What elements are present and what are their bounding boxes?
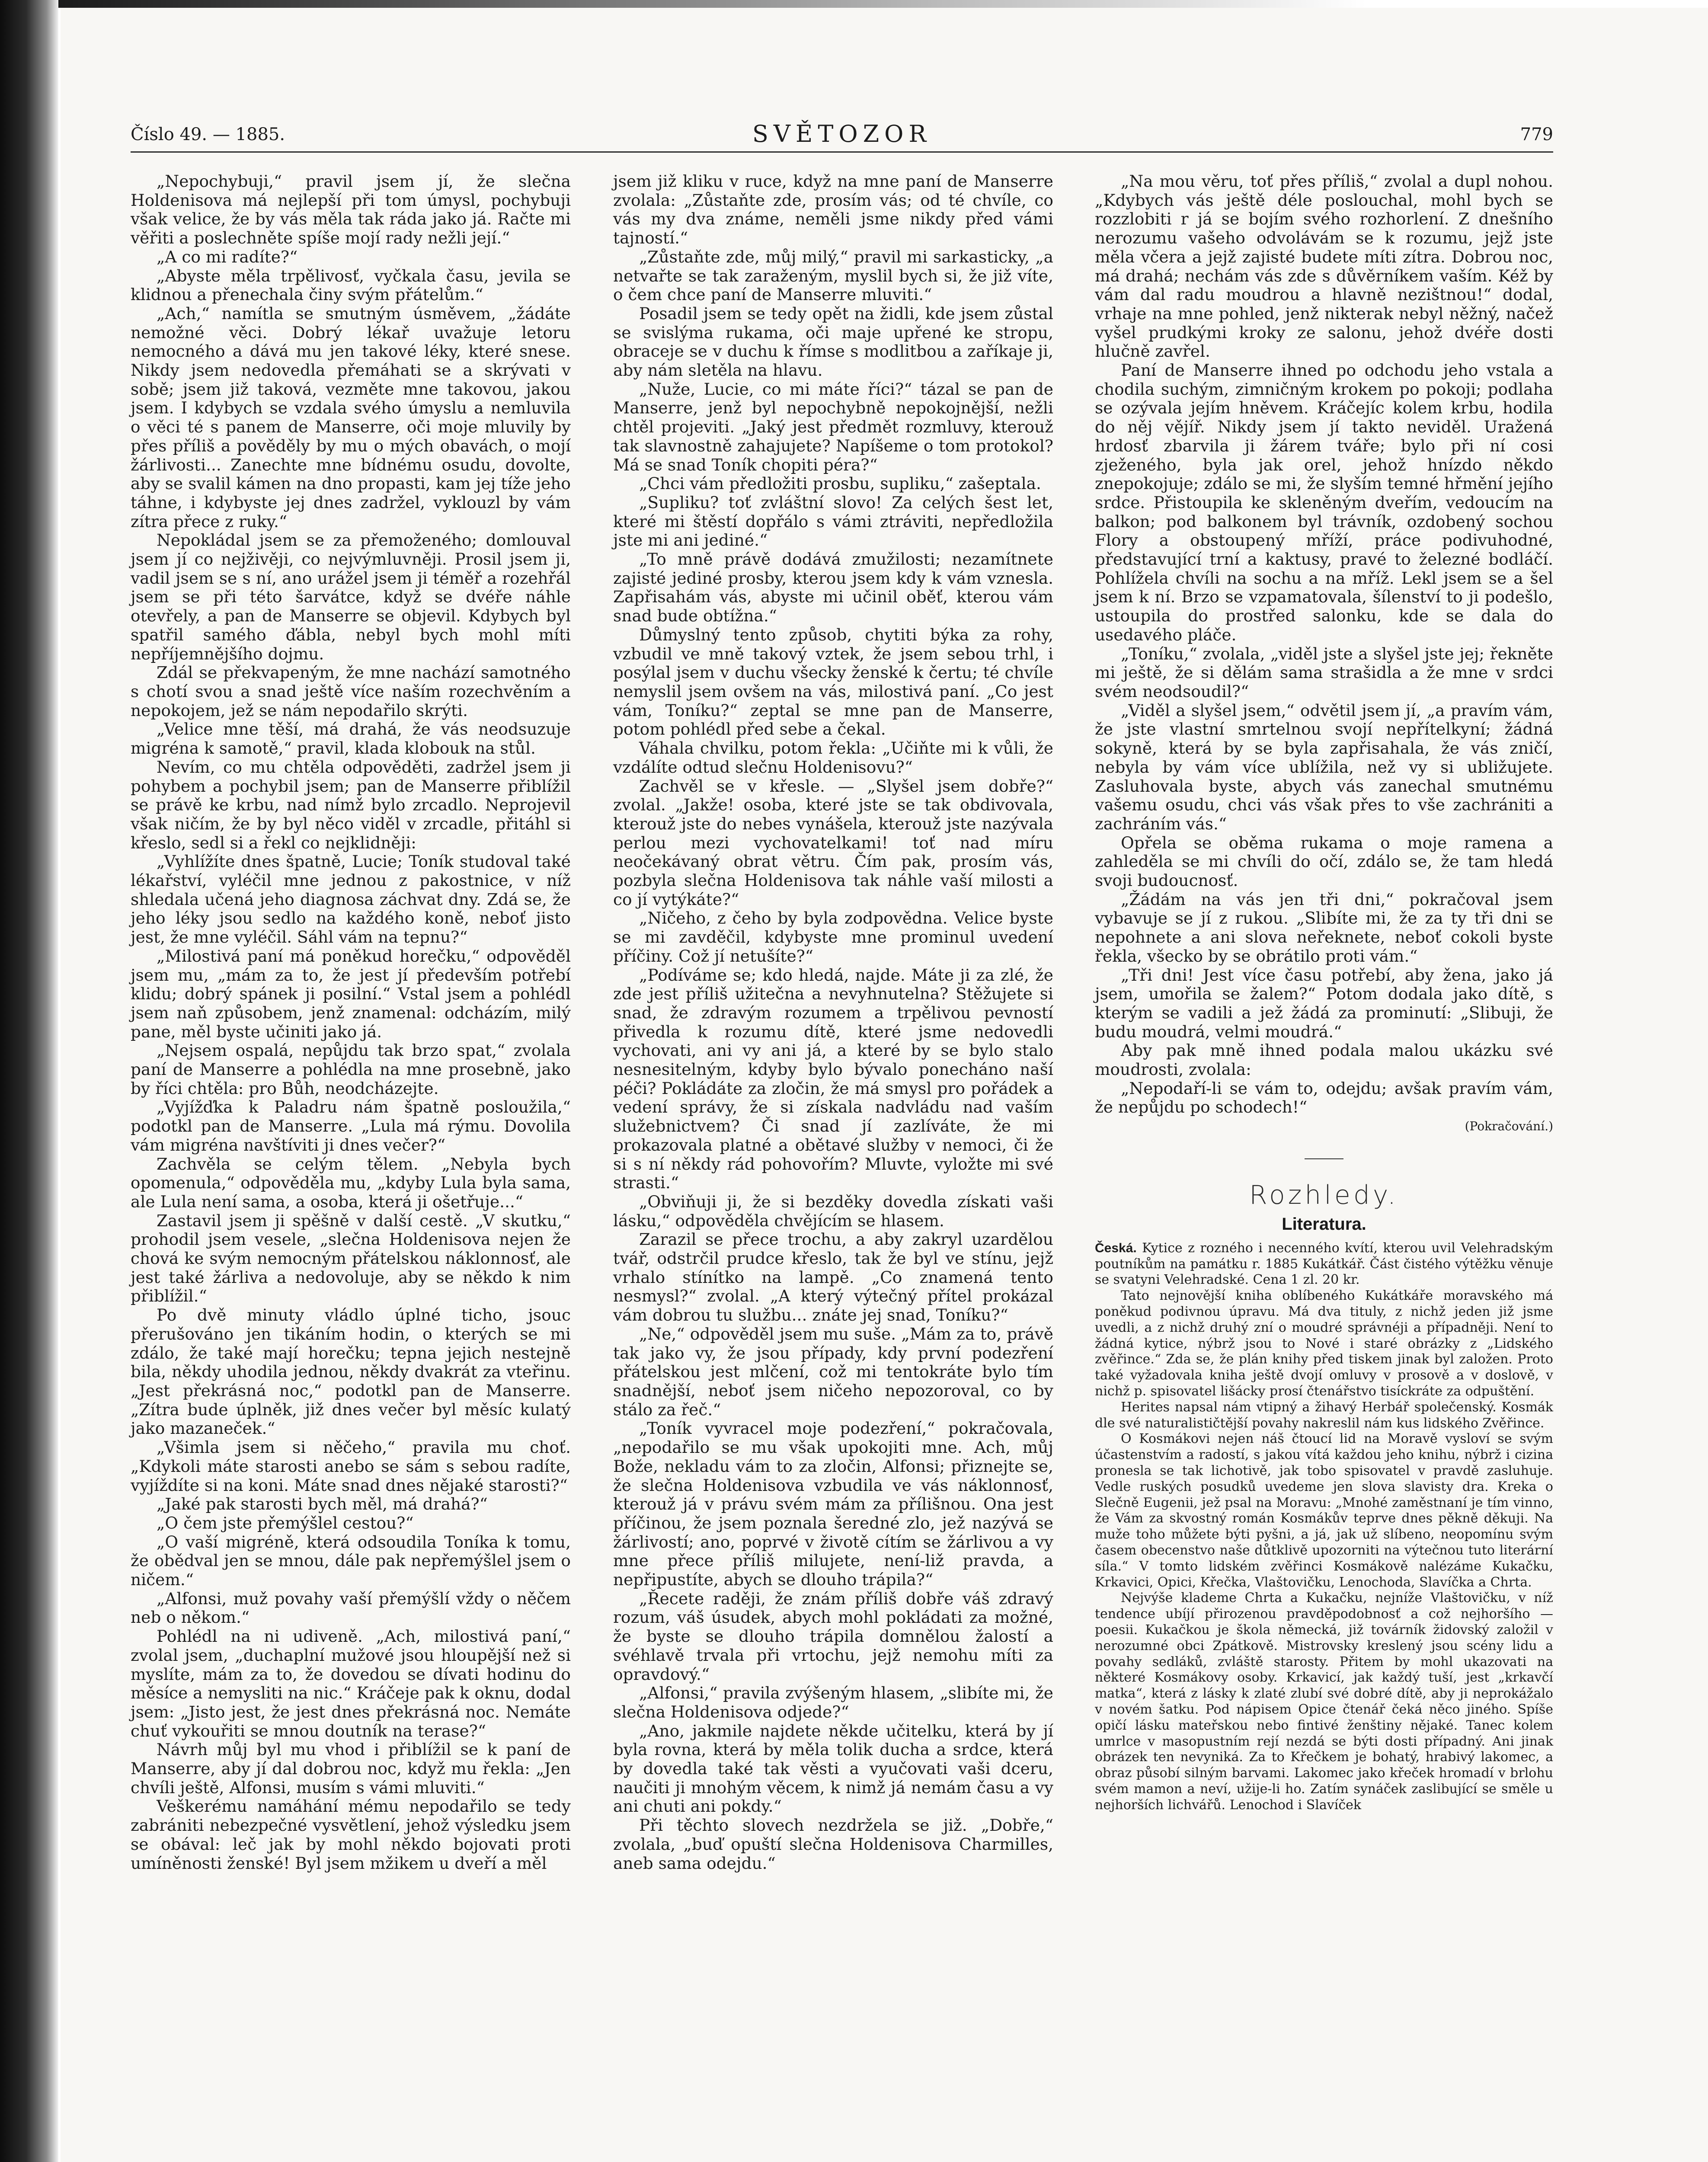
paragraph: „Ne,“ odpověděl jsem mu suše. „Mám za to, právě tak jako vy, že jsou případy, kdy první podezření přátelskou jest mlčení, což mi tentokráte bylo tím snadnější, neboť jsem ničeho nepozoroval, co by stálo za řeč.“ (613, 1324, 1053, 1419)
paragraph: Paní de Manserre ihned po odchodu jeho vstala a chodila suchým, zimničným krokem po pokoji; podlaha se ozývala jejím hněvem. Kráčejíc kolem krbu, hodila do něj vějíř. Nikdy jsem jí takto neviděl. Uražená hrdosť zbarvila ji žárem tváře; bylo při ní cosi zježeného, byla jak orel, jehož hnízdo někdo znepokojuje; zdálo se mi, že slyším temné hřmění jejího srdce. Přistoupila ke skleněným dveřím, vedoucím na balkon; pod balkonem byl trávník, ozdobený sochou Flory a obstoupený mříží, práce podivuhodné, představující trní a kaktusy, pravé to železné bodláčí. Pohlížela chvíli na sochu a na mříž. Lekl jsem se a šel jsem k ní. Brzo se vzpamatovala, šílenství to ji podešlo, ustoupila do prostřed salonku, kde se dala do usedavého pláče. (1095, 361, 1553, 644)
paragraph: „Ach,“ namítla se smutným úsměvem, „žádáte nemožné věci. Dobrý lékař uvažuje letoru nemocného a dává mu jen takové léky, které snese. Nikdy jsem nedovedla přemáhati se a skrývati v sobě; jsem již taková, vezměte mne takovou, jakou jsem. I kdybych se vzdala svého úmyslu a nemluvila o věci té s panem de Manserre, oči moje mluvily by přes příliš a pověděly by mu o mých obavách, o mojí žárlivosti... Zanechte mne bídnému osudu, dovolte, aby se svalil kámen na dno propasti, kam jej tíže jeho táhne, i kdybyste jej dnes zadržel, vyklouzl by vám zítra přece z ruky.“ (131, 304, 571, 531)
review-paragraph: Nejvýše klademe Chrta a Kukačku, nejníže Vlaštovičku, v níž tendence ubíjí přirozenou pravděpodobnosť a což nejhoršího — poesii. Kukačkou je škola německá, již továrník židovský založil v nerozumné obci Zpátkově. Mistrovsky kreslený jsou scény lidu a povahy sedláků, zvláště starosty. Přitem by mohl ukazovati na některé Kosmákovy osoby. Krkavicí, jak každý tuší, jest „krkavčí matka“, která z lásky k zlaté zlubí své dobré dítě, aby ji neprokážalo v novém šatku. Pod nápisem Opice čtenář čeká něco jiného. Spíše opičí lásku mateřskou nebo fintivé ženštiny nějaké. Tanec kolem umrlce v masopustním rejí nezdá se býti dosti případný. Ani jinak obrázek ten nevyniká. Za to Křečkem je bohatý, hrabivý lakomec, a obraz působí silným barvami. Lakomec jako křeček hromadí v brlohu svém mamon a neví, užije-li ho. Zatím synáček zaslibující se směle u nejhorších lichvářů. Lenochod i Slavíček (1095, 1590, 1553, 1813)
page-header (131, 120, 1553, 150)
paragraph: „Chci vám předložiti prosbu, supliku,“ zašeptala. (639, 474, 1041, 493)
paragraph: „Podíváme se; kdo hledá, najde. Máte ji za zlé, že zde jest příliš užitečna a nevyhnutelna? Stěžujete si snad, že zdravým rozumem a trpělivou pevností přivedla k rozumu dítě, které jsme nedovedli vychovati, ani vy ani já, a které by se bylo stalo nesnesitelným, kdyby bylo bývalo ponecháno naší péči? Pokládáte za zločin, že má smysl pro pořádek a vedení správy, že si získala nadvládu nad vaším služebnictvem? Či snad jí zazlíváte, že mi prokazovala platné a obětavé služby v nemoci, či že si s ní někdy rád pohovořím? Mluvte, vyložte mi své strasti.“ (613, 965, 1053, 1193)
paragraph: „Nuže, Lucie, co mi máte říci?“ tázal se pan de Manserre, jenž byl nepochybně nepokojnější, nežli chtěl projeviti. „Jaký jest předmět rozmluvy, kterouž tak slavnostně zahajujete? Napíšeme o tom protokol? Má se snad Toník chopiti péra?“ (613, 379, 1053, 474)
review-paragraph: Tato nejnovější kniha oblíbeného Kukátkáře moravského má poněkud podivnou úpravu. Má dva tituly, z nichž jeden již jsme uvedli, a z nichž druhý zní o moudré správnéji a případněji. Není to žádná kytice, nýbrž jsou to Nové i staré obrázky z „Lidského zvěřince.“ Zda se, že plán knihy před tiskem jinak byl založen. Proto také vyžadovala kniha ještě dvojí omluvy v prosově a v doslově, v nichž p. spisovatel lišácky prosí čtenářstvo tisíckráte za odpuštění. (1095, 1288, 1553, 1399)
paragraph: Důmyslný tento způsob, chytiti býka za rohy, vzbudil ve mně takový vztek, že jsem sebou trhl, i posýlal jsem v duchu všecky ženské k čertu; té chvíle nemyslil jsem ovšem na vás, milostivá paní. „Co jest vám, Toníku?“ zeptal se mne pan de Manserre, potom pohlédl před sebe a čekal. (613, 625, 1053, 739)
paragraph: „Toníku,“ zvolala, „viděl jste a slyšel jste jej; řekněte mi ještě, že si dělám sama strašidla a že mne v srdci svém neodsoudil?“ (1095, 644, 1553, 701)
literature-review (1095, 1241, 1553, 1813)
paragraph: „O čem jste přemýšlel cestou?“ (157, 1513, 414, 1532)
paragraph: „Obviňuji ji, že si bezděky dovedla získati vaši lásku,“ odpověděla chvějícím se hlasem. (613, 1192, 1053, 1230)
paragraph: „Na mou věru, toť přes příliš,“ zvolal a dupl nohou. „Kdybych vás ještě déle poslouchal, mohl bych se rozzlobiti r já se bojím svého rozhorlení. Z dnešního nerozumu vašeho odvolávám se k rozumu, jejž jste měla včera a jejž zajisté budete míti zítra. Dobrou noc, má drahá; nechám vás zde s důvěrníkem vaším. Kéž by vám dal radu moudrou a hlavně nezištnou!“ dodal, vrhaje na mne pohled, jenž nikterak nebyl něžný, načež vyšel prudkými kroky ze salonu, jehož dvéře dosti hlučně zavřel. (1095, 172, 1553, 361)
review-lead-label: Česká. (1095, 1241, 1137, 1255)
paragraph: „Alfonsi, muž povahy vaší přemýšlí vždy o něčem neb o někom.“ (131, 1589, 571, 1627)
paragraph: „Alfonsi,“ pravila zvýšeným hlasem, „slibíte mi, že slečna Holdenisova odjede?“ (613, 1683, 1053, 1721)
paragraph: Posadil jsem se tedy opět na židli, kde jsem zůstal se svislýma rukama, oči maje upřené ke stropu, obraceje se v duchu k římse s modlitbou a zaříkaje ji, aby nám sletěla na hlavu. (613, 304, 1053, 380)
paragraph: „Velice mne těší, má drahá, že vás neodsuzuje migréna k samotě,“ pravil, klada klobouk na stůl. (131, 720, 571, 758)
issue-label: Číslo 49. — 1885. (131, 125, 285, 144)
review-lead (1095, 1241, 1553, 1288)
paragraph: „Nejsem ospalá, nepůjdu tak brzo spat,“ zvolala paní de Manserre a pohlédla na mne prosebně, jako by říci chtěla: pro Bůh, neodcházejte. (131, 1041, 571, 1098)
paragraph: „Všimla jsem si něčeho,“ pravila mu choť. „Kdykoli máte starosti anebo se sám s sebou radíte, vyjíždíte si na koni. Máte snad dnes nějaké starosti?“ (131, 1438, 571, 1495)
column-1 (131, 172, 571, 1873)
paragraph: „A co mi radíte?“ (157, 247, 298, 266)
continuation-note: (Pokračování.) (1465, 1119, 1553, 1134)
section-title: Rozhledy. (1249, 1180, 1399, 1210)
scan-edge-left (0, 0, 58, 2162)
paragraph: „Jaké pak starosti bych měl, má drahá?“ (157, 1494, 488, 1514)
review-lead-text: Kytice z rozného i necenného kvítí, kterou uvil Velehradským poutníkům na památku r. 1885 Kukátkář. Část čistého výtěžku věnuje se svatyni Velehradské. Cena 1 zl. 20 kr. (1095, 1240, 1553, 1288)
paragraph: Zdál se překvapeným, že mne nachází samotného s chotí svou a snad ještě více naším rozechvěním a nepokojem, jež se nám nepodařilo skrýti. (131, 663, 571, 720)
paragraph: „Řecete raději, že znám příliš dobře váš zdravý rozum, váš úsudek, abych mohl pokládati za možné, že byste se dlouho trápila domnělou žalostí a svéhlavě trvala při vrtochu, jejž nemohu míti za opravdový.“ (613, 1589, 1053, 1684)
paragraph: Návrh můj byl mu vhod i přiblížil se k paní de Manserre, aby jí dal dobrou noc, když mu řekla: „Jen chvíli ještě, Alfonsi, musím s vámi mluviti.“ (131, 1740, 571, 1797)
journal-title: SVĚTOZOR (752, 120, 932, 147)
review-paragraph: O Kosmákovi nejen náš čtoucí lid na Moravě vysloví se svým účastenstvím a radostí, s jakou vítá každou jeho knihu, nýbrž i cizina pronesla se tak lichotivě, jak tobo spisovatel v pravdě zasluhuje. Vedle ruských posudků uvedeme jen slova slavisty dra. Kreka o Slečně Eugenii, jež psal na Moravu: „Mnohé zaměstnaní je tím vinno, že Vám za skvostný román Kosmákův teprve dnes pěkně děkuji. Na muže toho můžete býti pyšni, a já, jak už slíbeno, neopomínu svým časem obecenstvo naše důtklivě upozorniti na výtečnou tuto literární síla.“ V tomto lidském zvěřinci Kosmákově nalézáme Kukačku, Krkavici, Opici, Křečka, Vlaštovičku, Lenochoda, Slavíčka a Chrta. (1095, 1431, 1553, 1590)
page-number: 779 (1520, 125, 1553, 144)
paragraph: „Ničeho, z čeho by byla zodpovědna. Velice byste se mi zavděčil, kdybyste mne prominul uvedení příčiny. Což jí netušíte?“ (613, 908, 1053, 966)
review-paragraph: Herites napsal nám vtipný a žihavý Herbář společenský. Kosmák dle své naturalističtější povahy nakreslil nám kus lidského Zvěřince. (1095, 1399, 1553, 1431)
paragraph: Nevím, co mu chtěla odpověděti, zadržel jsem ji pohybem a pochybil jsem; pan de Manserre přiblížil se právě ke krbu, nad nímž bylo zrcadlo. Neprojevil však ničím, že by byl něco viděl v zrcadle, přitáhl si křeslo, sedl si a řekl co nejklidněji: (131, 757, 571, 852)
paragraph: „Ano, jakmile najdete někde učitelku, která by jí byla rovna, která by měla tolik ducha a srdce, která by dovedla také tak věsti a vyučovati vaši dceru, naučiti ji mnohým věcem, k nimž já nemám času a vy ani chuti ani pokdy.“ (613, 1721, 1053, 1816)
paragraph: „Abyste měla trpělivosť, vyčkala času, jevila se klidnou a přenechala činy svým přátelům.“ (131, 266, 571, 304)
paragraph: „Supliku? toť zvláštní slovo! Za celých šest let, které mi štěstí dopřálo s vámi ztráviti, nepředložila jste mi ani jediné.“ (613, 493, 1053, 550)
paragraph: jsem již kliku v ruce, když na mne paní de Manserre zvolala: „Zůstaňte zde, prosím vás; od té chvíle, co vás my dva známe, neměli jsme nikdy před vámi tajností.“ (613, 172, 1053, 248)
paragraph: „Žádám na vás jen tři dni,“ pokračoval jsem vybavuje se jí z rukou. „Slibíte mi, že za ty tři dni se nepohnete a ani slova neřeknete, neboť cokoli byste řekla, všecko by se obrátilo proti vám.“ (1095, 889, 1553, 966)
paragraph: Pohlédl na ni udiveně. „Ach, milostivá paní,“ zvolal jsem, „duchaplní mužové jsou hloupější než si myslíte, mám za to, že dovedou se dívati hodinu do měsíce a nemysliti na nic.“ Kráčeje pak k oknu, dodal jsem: „Jisto jest, že jest dnes překrásná noc. Nemáte chuť vykouřiti se mnou doutník na terase?“ (131, 1627, 571, 1740)
paragraph: Váhala chvilku, potom řekla: „Učiňte mi k vůli, že vzdálíte odtud slečnu Holdenisovu?“ (613, 739, 1053, 777)
paragraph: „To mně právě dodává zmužilosti; nezamítnete zajisté jediné prosby, kterou jsem kdy k vám vznesla. Zapřisahám vás, abyste mi učinil oběť, kterou vám snad bude obtížna.“ (613, 550, 1053, 626)
paragraph: Zarazil se přece trochu, a aby zakryl uzardělou tvář, odstrčil prudce křeslo, tak že byl ve stínu, jejž vrhalo stínítko na lampě. „Co znamená tento nesmysl?“ zvolal. „A který výtečný přítel prokázal vám dobrou tu službu... znáte jej snad, Toníku?“ (613, 1230, 1053, 1325)
paragraph: Aby pak mně ihned podala malou ukázku své moudrosti, zvolala: (1095, 1041, 1553, 1079)
paragraph: Nepokládal jsem se za přemoženého; domlouval jsem jí co nejživěji, co nejvýmluvněji. Prosil jsem ji, vadil jsem se s ní, ano urážel jsem ji téměř a rozehřál jsem se při této šarvátce, když se dvéře náhle otevřely, a pan de Manserre se objevil. Kdybych byl spatřil samého ďábla, nebyl bych mohl míti nepříjemnějšího dojmu. (131, 531, 571, 663)
paragraph: Zachvěl se v křesle. — „Slyšel jsem dobře?“ zvolal. „Jakže! osoba, které jste se tak obdivovala, kterouž jste do nebes vynášela, kterouž jste nazývala perlou mezi vychovatelkami! toť nad míru neočekávaný obrat větru. Čím pak, prosím vás, pozbyla slečna Holdenisova tak náhle vaší milosti a co jí vytýkáte?“ (613, 776, 1053, 909)
paragraph: Opřela se oběma rukama o moje ramena a zahleděla se mi chvíli do očí, zdálo se, že tam hledá svoji budoucnosť. (1095, 833, 1553, 890)
paragraph: „Zůstaňte zde, můj milý,“ pravil mi sarkasticky, „a netvařte se tak zaraženým, myslil bych si, že již víte, o čem chce paní de Manserre mluviti.“ (613, 247, 1053, 304)
subsection-title: Literatura. (1282, 1214, 1366, 1234)
paragraph: „Vyjížďka k Paladru nám špatně posloužila,“ podotkl pan de Manserre. „Lula má rýmu. Dovolila vám migréna navštíviti ji dnes večer?“ (131, 1097, 571, 1155)
section-divider (1305, 1158, 1343, 1159)
paragraph: „Viděl a slyšel jsem,“ odvětil jsem jí, „a pravím vám, že jste vlastní smrtelnou svojí nepřítelkyní; žádná sokyně, která by se byla zapřisahala, že vás zničí, nebyla by vám více ublížila, než vy si ubližujete. Zasluhovala byste, abych vás zanechal smutnému vašemu osudu, chci vás však přes to vše zachrániti a zachráním vás.“ (1095, 700, 1553, 833)
paragraph: „Toník vyvracel moje podezření,“ pokračovala, „nepodařilo se mu však upokojiti mne. Ach, můj Bože, nekladu vám to za zločin, Alfonsi; přiznejte se, že slečna Holdenisova vzbudila ve vás náklonnosť, kterouž já v právu svém mám za přílišnou. Ona jest příčinou, že jsem poznala šeredné zlo, jež nazývá se žárlivostí; ano, poprvé v životě cítím se žárlivou a vy mne přece příliš milujete, není-liž pravda, a nepřipustíte, abych se dlouho trápila?“ (613, 1419, 1053, 1590)
paragraph: „O vaší migréně, která odsoudila Toníka k tomu, že obědval jen se mnou, dále pak nepřemýšlel jsem o ničem.“ (131, 1532, 571, 1590)
column-2 (613, 172, 1053, 1873)
header-rule (131, 151, 1553, 153)
paragraph: „Nepodaří-li se vám to, odejdu; avšak pravím vám, že nepůjdu po schodech!“ (1095, 1078, 1553, 1117)
paragraph: Při těchto slovech nezdržela se již. „Dobře,“ zvolala, „buď opuští slečna Holdenisova Charmilles, aneb sama odejdu.“ (613, 1816, 1053, 1873)
column-3 (1095, 172, 1553, 1813)
paragraph: Zachvěla se celým tělem. „Nebyla bych opomenula,“ odpověděla mu, „kdyby Lula byla sama, ale Lula není sama, a osoba, která ji ošetřuje...“ (131, 1154, 571, 1211)
scan-edge-top (0, 0, 1708, 8)
paragraph: „Milostivá paní má poněkud horečku,“ odpověděl jsem mu, „mám za to, že jest jí především potřebí klidu; dobrý spánek ji posilní.“ Vstal jsem a pohlédl jsem naň způsobem, jenž znamenal: odcházím, milý pane, měl byste učiniti jako já. (131, 946, 571, 1041)
paragraph: Zastavil jsem ji spěšně v další cestě. „V skutku,“ prohodil jsem vesele, „slečna Holdenisova nejen že chová ke svým nemocným přátelskou náklonnosť, ale jest také žárliva a nedovoluje, aby se někdo k nim přiblížil.“ (131, 1211, 571, 1306)
paragraph: „Vyhlížíte dnes špatně, Lucie; Toník studoval také lékařství, vyléčil mne jednou z pakostnice, v níž shledala učená jeho diagnosa záchvat dny. Zdá se, že jeho léky jsou sedlo na každého koně, neboť jisto jest, že mne vyléčil. Sáhl vám na tepnu?“ (131, 852, 571, 947)
paragraph: Veškerému namáhání mému nepodařilo se tedy zabrániti nebezpečné vysvětlení, jehož výsledku jsem se obával: leč jak by mohl někdo bojovati proti umíněnosti ženské! Byl jsem mžikem u dveří a měl (131, 1797, 571, 1873)
paragraph: „Nepochybuji,“ pravil jsem jí, že slečna Holdenisova má nejlepší při tom úmysl, pochybuji však velice, že by vás měla tak ráda jako já. Račte mi věřiti a poslechněte spíše mojí rady nežli její.“ (131, 172, 571, 248)
paragraph: Po dvě minuty vládlo úplné ticho, jsouc přerušováno jen tikáním hodin, o kterých se mi zdálo, že také mají horečku; tepna jejich nestejně bila, někdy uhodila jednou, někdy dvakrát za vteřinu. „Jest překrásná noc,“ podotkl pan de Manserre. „Zítra bude úplněk, již dnes večer byl měsíc kulatý jako mazaneček.“ (131, 1305, 571, 1438)
paragraph: „Tři dni! Jest více času potřebí, aby žena, jako já jsem, umořila se žalem?“ Potom dodala jako dítě, s kterým se vadili a jež žádá za prominutí: „Slibuji, že budu moudrá, velmi moudrá.“ (1095, 965, 1553, 1041)
